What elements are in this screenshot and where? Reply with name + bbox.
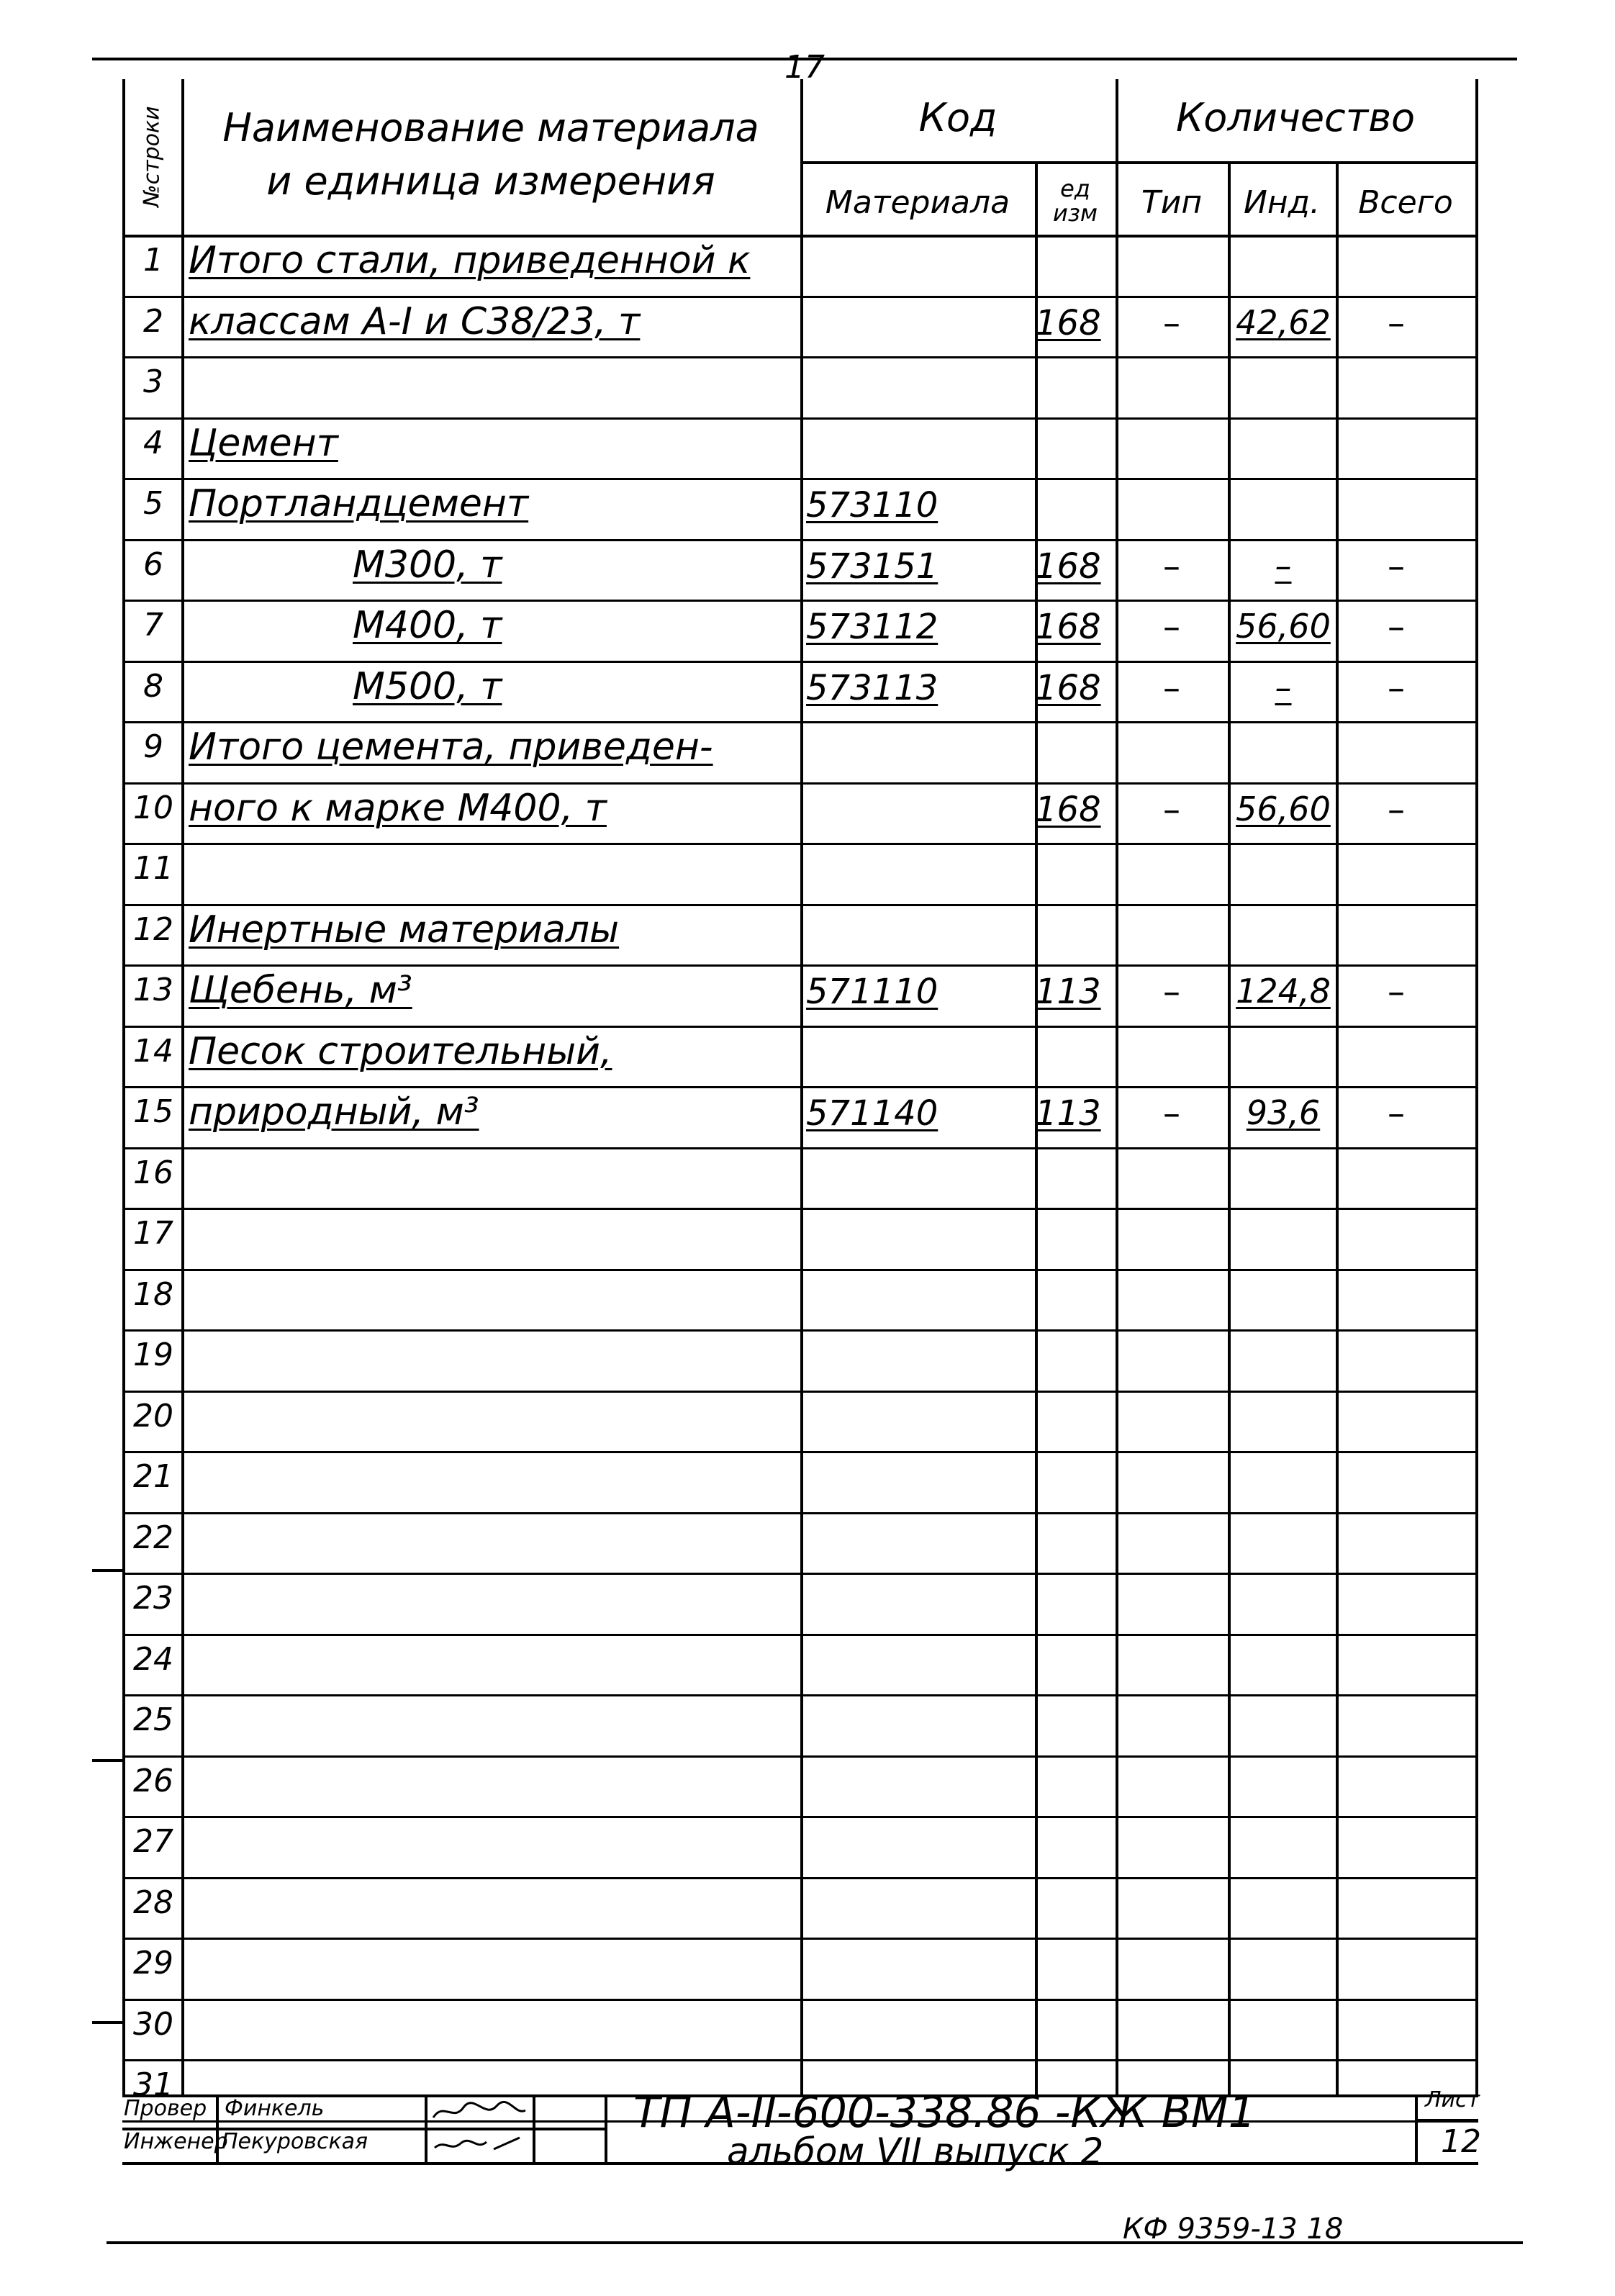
row-number: 12 <box>133 910 173 948</box>
header-material-name <box>181 94 800 216</box>
header-row-number: №строки <box>139 105 165 207</box>
table-row <box>122 721 1475 782</box>
table-row <box>122 1877 1475 1938</box>
table-row <box>122 782 1475 844</box>
material-code: 571110 <box>806 972 938 1012</box>
row-number: 19 <box>133 1337 173 1373</box>
row-number: 15 <box>133 1093 173 1130</box>
stamp-sheet-number: 12 <box>1441 2123 1481 2160</box>
table-row <box>122 1573 1475 1634</box>
table-row <box>122 1938 1475 1999</box>
unit-code: 168 <box>1035 607 1101 647</box>
unit-code: 168 <box>1035 667 1101 708</box>
qty-ind: 56,60 <box>1236 607 1331 646</box>
row-number: 21 <box>133 1458 173 1495</box>
material-name: М500, т <box>353 664 502 708</box>
stamp-sheet-rule <box>1415 2119 1478 2122</box>
table-row <box>122 1512 1475 1573</box>
table-row <box>122 1694 1475 1755</box>
table-row <box>122 1755 1475 1817</box>
header-quantity: Количество <box>1175 94 1416 140</box>
table-row <box>122 661 1475 722</box>
table-row <box>122 1086 1475 1147</box>
table-row <box>122 356 1475 417</box>
page-number: 17 <box>784 49 825 86</box>
unit-code: 168 <box>1035 789 1101 830</box>
row-number: 13 <box>133 972 173 1008</box>
material-name: Цемент <box>189 421 338 465</box>
qty-ind: – <box>1275 667 1292 707</box>
material-name: М400, т <box>353 604 502 647</box>
qty-ind: 42,62 <box>1236 302 1331 342</box>
table-row <box>122 1269 1475 1330</box>
table-row <box>122 539 1475 600</box>
material-name: Портландцемент <box>189 482 529 525</box>
header-subdivider <box>800 161 1478 164</box>
qty-ind: 93,6 <box>1246 1093 1321 1132</box>
table-row <box>122 478 1475 539</box>
row-number: 7 <box>143 607 163 643</box>
top-rule <box>92 58 1517 60</box>
row-number: 5 <box>143 485 163 522</box>
row-number: 16 <box>133 1154 173 1191</box>
stamp-document-code: ТП А-II-600-338.86 -КЖ ВМ1 <box>633 2087 1256 2138</box>
material-name: Итого стали, приведенной к <box>189 239 751 282</box>
row-number: 23 <box>133 1580 173 1617</box>
qty-total: – <box>1388 667 1405 708</box>
qty-type: – <box>1163 789 1180 830</box>
material-name: природный, м³ <box>189 1090 479 1134</box>
qty-total: – <box>1388 1093 1405 1134</box>
margin-tick <box>92 1759 124 1762</box>
row-number: 8 <box>143 667 163 705</box>
row-number: 9 <box>143 728 163 765</box>
row-number: 6 <box>143 546 163 583</box>
qty-type: – <box>1163 607 1180 647</box>
margin-tick <box>92 2021 124 2024</box>
unit-code: 168 <box>1035 546 1101 587</box>
stamp-divider-4 <box>605 2094 607 2162</box>
material-code: 573113 <box>806 667 938 708</box>
qty-ind: 56,60 <box>1236 789 1331 828</box>
bottom-code: КФ 9359-13 18 <box>1123 2213 1344 2246</box>
header-unit-line2: изм <box>1053 199 1098 227</box>
table-row <box>122 235 1475 296</box>
row-number: 25 <box>133 1701 173 1738</box>
material-name: ного к марке М400, т <box>189 786 607 830</box>
qty-type: – <box>1163 546 1180 587</box>
row-number: 10 <box>133 789 173 826</box>
stamp-divider-2 <box>425 2094 428 2162</box>
material-code: 573151 <box>806 546 938 587</box>
table-row <box>122 600 1475 661</box>
table-row <box>122 1208 1475 1269</box>
table-row <box>122 296 1475 357</box>
material-name: Щебень, м³ <box>189 969 412 1012</box>
qty-total: – <box>1388 302 1405 343</box>
qty-type: – <box>1163 972 1180 1012</box>
row-number: 20 <box>133 1397 173 1434</box>
unit-code: 168 <box>1035 302 1101 343</box>
header-name-line1: Наименование материала <box>222 105 759 150</box>
header-unit <box>1035 161 1116 240</box>
qty-type: – <box>1163 667 1180 708</box>
unit-code: 113 <box>1035 972 1101 1012</box>
row-number: 31 <box>133 2066 173 2103</box>
header-code: Код <box>918 94 998 140</box>
material-name: Песок строительный, <box>189 1029 612 1073</box>
table-row <box>122 1147 1475 1208</box>
row-number: 30 <box>133 2005 173 2043</box>
row-number: 14 <box>133 1032 173 1070</box>
stamp-checked-name: Финкель <box>225 2096 325 2121</box>
row-number: 22 <box>133 1519 173 1556</box>
row-number: 26 <box>133 1762 173 1799</box>
stamp-sheet-label: Лист <box>1425 2087 1480 2112</box>
material-code: 573110 <box>806 485 938 525</box>
table-row <box>122 1391 1475 1452</box>
table-row <box>122 1816 1475 1877</box>
qty-ind: 124,8 <box>1236 972 1331 1011</box>
table-row <box>122 843 1475 904</box>
table-row <box>122 1329 1475 1391</box>
qty-total: – <box>1388 972 1405 1012</box>
row-number: 4 <box>143 424 163 461</box>
row-number: 18 <box>133 1275 173 1313</box>
margin-tick <box>92 1569 124 1572</box>
qty-type: – <box>1163 1093 1180 1134</box>
material-name: М300, т <box>353 543 502 587</box>
header-total: Всего <box>1358 184 1453 221</box>
stamp-divider-sheet <box>1415 2094 1418 2162</box>
qty-ind: – <box>1275 546 1292 585</box>
header-material-code: Материала <box>825 184 1010 221</box>
row-number: 24 <box>133 1640 173 1678</box>
row-number: 27 <box>133 1823 173 1860</box>
stamp-divider-3 <box>533 2094 535 2162</box>
row-number: 1 <box>143 242 163 279</box>
material-code: 571140 <box>806 1093 938 1134</box>
row-number: 11 <box>133 850 173 887</box>
table-row <box>122 1026 1475 1087</box>
row-number: 2 <box>143 302 163 340</box>
table-row <box>122 1634 1475 1695</box>
header-ind: Инд. <box>1243 184 1321 221</box>
qty-total: – <box>1388 546 1405 587</box>
row-number: 17 <box>133 1215 173 1252</box>
qty-total: – <box>1388 789 1405 830</box>
stamp-checked-role: Провер <box>124 2096 207 2121</box>
header-unit-line1: ед <box>1060 175 1090 202</box>
table-row <box>122 1999 1475 2060</box>
material-name: классам А-I и С38/23, т <box>189 299 641 343</box>
row-number: 3 <box>143 363 163 400</box>
stamp-album: альбом VII выпуск 2 <box>727 2130 1104 2172</box>
qty-total: – <box>1388 607 1405 647</box>
qty-type: – <box>1163 302 1180 343</box>
table-row <box>122 904 1475 965</box>
material-code: 573112 <box>806 607 938 647</box>
row-number: 28 <box>133 1884 173 1921</box>
stamp-engineer-role: Инженер <box>124 2129 228 2154</box>
stamp-engineer-name: Пекуровская <box>222 2129 368 2154</box>
table-row <box>122 1451 1475 1512</box>
signature-1 <box>429 2097 530 2126</box>
material-name: Инертные материалы <box>189 908 620 952</box>
header-name-line2: и единица измерения <box>266 158 715 204</box>
table-row <box>122 964 1475 1026</box>
header-type: Тип <box>1141 184 1203 221</box>
row-number: 29 <box>133 1945 173 1981</box>
unit-code: 113 <box>1035 1093 1101 1134</box>
table-row <box>122 417 1475 479</box>
signature-2 <box>429 2130 530 2159</box>
material-name: Итого цемента, приведен- <box>189 726 713 769</box>
